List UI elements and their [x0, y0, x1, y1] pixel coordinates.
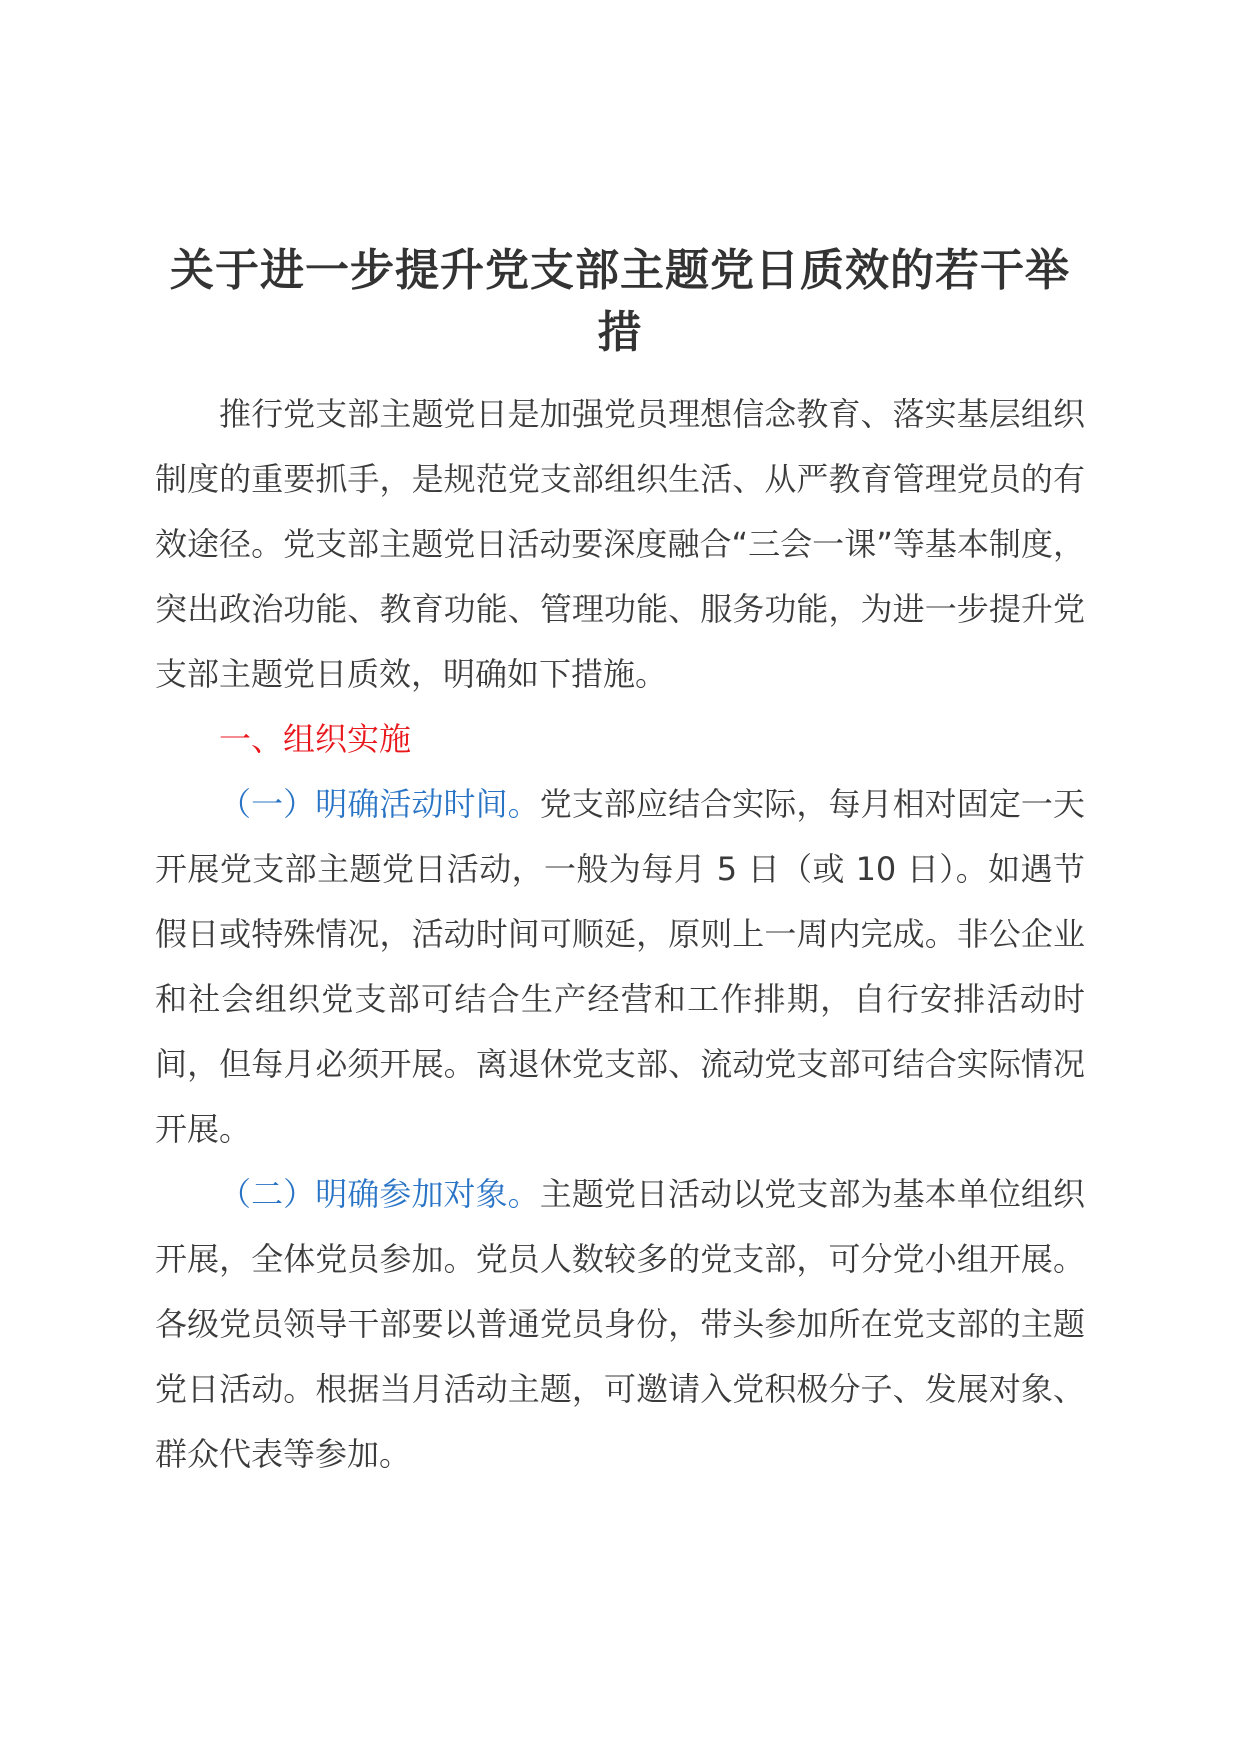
item-paragraph-2 [155, 1162, 1085, 1487]
item-heading-1: （一）明确活动时间。 [219, 785, 540, 823]
item-body-2: 主题党日活动以党支部为基本单位组织开展，全体党员参加。党员人数较多的党支部，可分党小组开展。各级党员领导干部要以普通党员身份，带头参加所在党支部的主题党日活动。根据当月活动主题，可邀请入党积极分子、发展对象、群众代表等参加。 [155, 1175, 1085, 1473]
document-title: 关于进一步提升党支部主题党日质效的若干举措 [170, 245, 1070, 358]
item-heading-2: （二）明确参加对象。 [219, 1175, 540, 1213]
intro-paragraph: 推行党支部主题党日是加强党员理想信念教育、落实基层组织制度的重要抓手，是规范党支部组织生活、从严教育管理党员的有效途径。党支部主题党日活动要深度融合“三会一课”等基本制度，突出政治功能、教育功能、管理功能、服务功能，为进一步提升党支部主题党日质效，明确如下措施。 [155, 395, 1085, 693]
section-heading-1: 一、组织实施 [219, 720, 412, 758]
item-paragraph-1 [155, 772, 1085, 1162]
item-body-1: 党支部应结合实际，每月相对固定一天开展党支部主题党日活动，一般为每月 5 日（或 10 日）。如遇节假日或特殊情况，活动时间可顺延，原则上一周内完成。非公企业和社会组织党支部可结合生产经营和工作排期，自行安排活动时间，但每月必须开展。离退休党支部、流动党支部可结合实际情况开展。 [155, 785, 1085, 1148]
document-page [155, 240, 1085, 1487]
